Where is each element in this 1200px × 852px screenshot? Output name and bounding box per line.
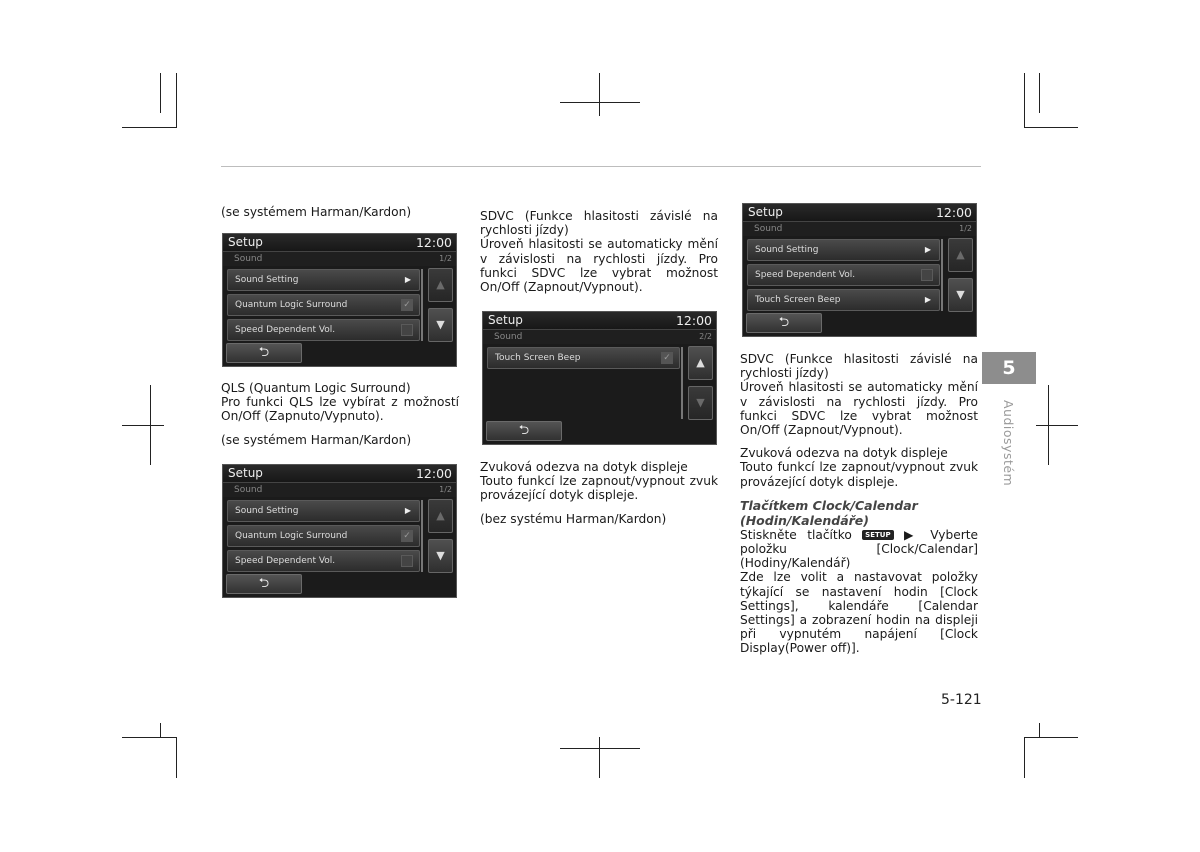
checkbox-checked-icon[interactable]: ✓ <box>661 352 673 364</box>
column-2-sdvc <box>480 209 718 294</box>
checkbox-empty-icon[interactable] <box>401 555 413 567</box>
back-icon: ⮌ <box>258 345 270 360</box>
clock-calendar-body: Zde lze volit a nastavovat položky týkající se nastavení hodin [Clock Settings], kalendáře [Calendar Settings] a zobrazení hodin na displeji při vypnutém napájení [Clock Display(Power off)]. <box>740 570 978 656</box>
beep-title: Zvuková odezva na dotyk displeje <box>740 446 948 461</box>
clock: 12:00 <box>415 235 452 250</box>
back-button[interactable] <box>226 574 302 594</box>
column-1-qls <box>221 381 459 447</box>
sdvc-title: SDVC (Funkce hlasitosti závislé na rychlosti jízdy) <box>740 352 978 381</box>
checkbox-checked-icon[interactable]: ✓ <box>401 299 413 311</box>
checkbox-checked-icon[interactable]: ✓ <box>401 530 413 542</box>
sub-title: Sound <box>754 224 783 234</box>
title-bar <box>483 312 716 330</box>
page-indicator: 1/2 <box>439 254 452 263</box>
clock: 12:00 <box>675 313 712 328</box>
title-bar <box>223 234 456 252</box>
crop-mark <box>122 127 177 128</box>
back-icon: ⮌ <box>518 423 530 438</box>
arrow-right-icon: ▶ <box>924 245 931 254</box>
sub-title: Sound <box>234 485 263 495</box>
back-button[interactable] <box>746 313 822 333</box>
back-icon: ⮌ <box>258 576 270 591</box>
registration-mark <box>560 102 640 103</box>
registration-mark <box>122 425 164 426</box>
clock: 12:00 <box>415 466 452 481</box>
scrollbar[interactable] <box>941 239 943 311</box>
step-text: Stiskněte tlačítko <box>740 527 852 542</box>
sdvc-body: Úroveň hlasitosti se automaticky mění v závislosti na rychlosti jízdy. Pro funkci SDVC lze vybrat možnost On/Off (Zapnout/Vypnout). <box>480 237 718 295</box>
step-text-2: ▶ Vyberte položku [Clock/Calendar] (Hodiny/Kalendář) <box>740 527 979 571</box>
menu-item-quantum-logic-surround[interactable] <box>227 525 420 547</box>
menu-item-sound-setting[interactable] <box>747 239 940 261</box>
title-bar <box>223 465 456 483</box>
menu-item-sound-setting[interactable] <box>227 500 420 522</box>
arrow-right-icon: ▶ <box>404 506 411 515</box>
screen-title: Setup <box>228 235 263 249</box>
crop-mark <box>1024 737 1078 738</box>
crop-mark <box>160 73 161 113</box>
menu-item-label: Sound Setting <box>755 245 819 255</box>
scroll-down-button[interactable]: ▼ <box>688 386 713 420</box>
menu-item-touch-screen-beep[interactable] <box>487 347 680 369</box>
back-button[interactable] <box>226 343 302 363</box>
sub-bar <box>743 222 976 236</box>
crop-mark <box>176 737 177 778</box>
menu-item-label: Speed Dependent Vol. <box>755 270 856 280</box>
crop-mark <box>1024 127 1078 128</box>
scrollbar[interactable] <box>421 500 423 572</box>
beep-body: Touto funkcí lze zapnout/vypnout zvuk provázející dotyk displeje. <box>480 474 718 503</box>
menu-item-speed-dependent-vol[interactable] <box>227 550 420 572</box>
column-3-text <box>740 352 978 656</box>
sub-bar <box>483 330 716 344</box>
registration-mark <box>1048 385 1049 465</box>
sub-bar <box>223 252 456 266</box>
scroll-up-button[interactable]: ▲ <box>948 238 973 272</box>
clock-calendar-heading: Tlačítkem Clock/Calendar (Hodin/Kalendáře) <box>740 497 918 528</box>
arrow-right-icon: ▶ <box>924 295 931 304</box>
checkbox-empty-icon[interactable] <box>921 269 933 281</box>
menu-item-speed-dependent-vol[interactable] <box>227 319 420 341</box>
registration-mark <box>560 748 640 749</box>
menu-item-label: Quantum Logic Surround <box>235 531 348 541</box>
page-number: 5-121 <box>941 692 982 708</box>
crop-mark <box>176 73 177 128</box>
menu-item-label: Speed Dependent Vol. <box>235 325 336 335</box>
scroll-down-button[interactable]: ▼ <box>428 539 453 573</box>
chapter-tab: 5 <box>982 352 1036 384</box>
menu-item-label: Sound Setting <box>235 275 299 285</box>
menu-item-quantum-logic-surround[interactable] <box>227 294 420 316</box>
registration-mark <box>1036 425 1078 426</box>
scroll-down-button[interactable]: ▼ <box>428 308 453 342</box>
sub-title: Sound <box>234 254 263 264</box>
chapter-title: Audiosystém <box>1001 400 1016 487</box>
registration-mark <box>150 385 151 465</box>
menu-item-speed-dependent-vol[interactable] <box>747 264 940 286</box>
page-indicator: 1/2 <box>439 485 452 494</box>
screen-title: Setup <box>488 313 523 327</box>
page-indicator: 2/2 <box>699 332 712 341</box>
column-2-beep <box>480 460 718 526</box>
back-icon: ⮌ <box>778 315 790 330</box>
crop-mark <box>122 737 177 738</box>
intro-no-harman-kardon: (bez systému Harman/Kardon) <box>480 511 667 526</box>
qls-title: QLS (Quantum Logic Surround) <box>221 381 411 395</box>
screen-sound-qls <box>222 233 457 367</box>
checkbox-empty-icon[interactable] <box>401 324 413 336</box>
clock-calendar-step <box>740 528 978 571</box>
crop-mark <box>1024 73 1025 128</box>
crop-mark <box>160 723 161 738</box>
page-indicator: 1/2 <box>959 224 972 233</box>
intro-harman-kardon-2: (se systémem Harman/Kardon) <box>221 432 412 447</box>
menu-item-label: Sound Setting <box>235 506 299 516</box>
scrollbar[interactable] <box>681 347 683 419</box>
screen-title: Setup <box>748 205 783 219</box>
screen-title: Setup <box>228 466 263 480</box>
beep-title: Zvuková odezva na dotyk displeje <box>480 460 688 474</box>
screen-sound-touch-beep <box>482 311 717 445</box>
beep-body: Touto funkcí lze zapnout/vypnout zvuk provázející dotyk displeje. <box>740 460 978 489</box>
qls-body: Pro funkci QLS lze vybírat z možností On/Off (Zapnuto/Vypnuto). <box>221 395 459 424</box>
arrow-right-icon: ▶ <box>404 275 411 284</box>
scroll-up-button[interactable]: ▲ <box>428 499 453 533</box>
back-button[interactable] <box>486 421 562 441</box>
title-bar <box>743 204 976 222</box>
screen-sound-qls-2 <box>222 464 457 598</box>
sdvc-body: Úroveň hlasitosti se automaticky mění v závislosti na rychlosti jízdy. Pro funkci SDVC lze vybrat možnost On/Off (Zapnout/Vypnout). <box>740 380 978 438</box>
menu-item-label: Quantum Logic Surround <box>235 300 348 310</box>
scroll-up-button[interactable]: ▲ <box>428 268 453 302</box>
column-1 <box>221 205 459 219</box>
crop-mark <box>1039 73 1040 113</box>
scroll-up-button[interactable]: ▲ <box>688 346 713 380</box>
intro-harman-kardon: (se systémem Harman/Kardon) <box>221 205 412 219</box>
sub-title: Sound <box>494 332 523 342</box>
menu-item-label: Speed Dependent Vol. <box>235 556 336 566</box>
menu-item-touch-screen-beep[interactable] <box>747 289 940 311</box>
registration-mark <box>599 73 600 116</box>
sub-bar <box>223 483 456 497</box>
setup-key-icon: SETUP <box>862 530 893 540</box>
registration-mark <box>599 737 600 778</box>
scrollbar[interactable] <box>421 269 423 341</box>
scroll-down-button[interactable]: ▼ <box>948 278 973 312</box>
crop-mark <box>1039 723 1040 738</box>
screen-sound-no-hk <box>742 203 977 337</box>
menu-item-label: Touch Screen Beep <box>755 295 841 305</box>
header-rule <box>221 166 981 167</box>
menu-item-sound-setting[interactable] <box>227 269 420 291</box>
sdvc-title: SDVC (Funkce hlasitosti závislé na rychlosti jízdy) <box>480 209 718 238</box>
clock: 12:00 <box>935 205 972 220</box>
menu-item-label: Touch Screen Beep <box>495 353 581 363</box>
crop-mark <box>1024 737 1025 778</box>
